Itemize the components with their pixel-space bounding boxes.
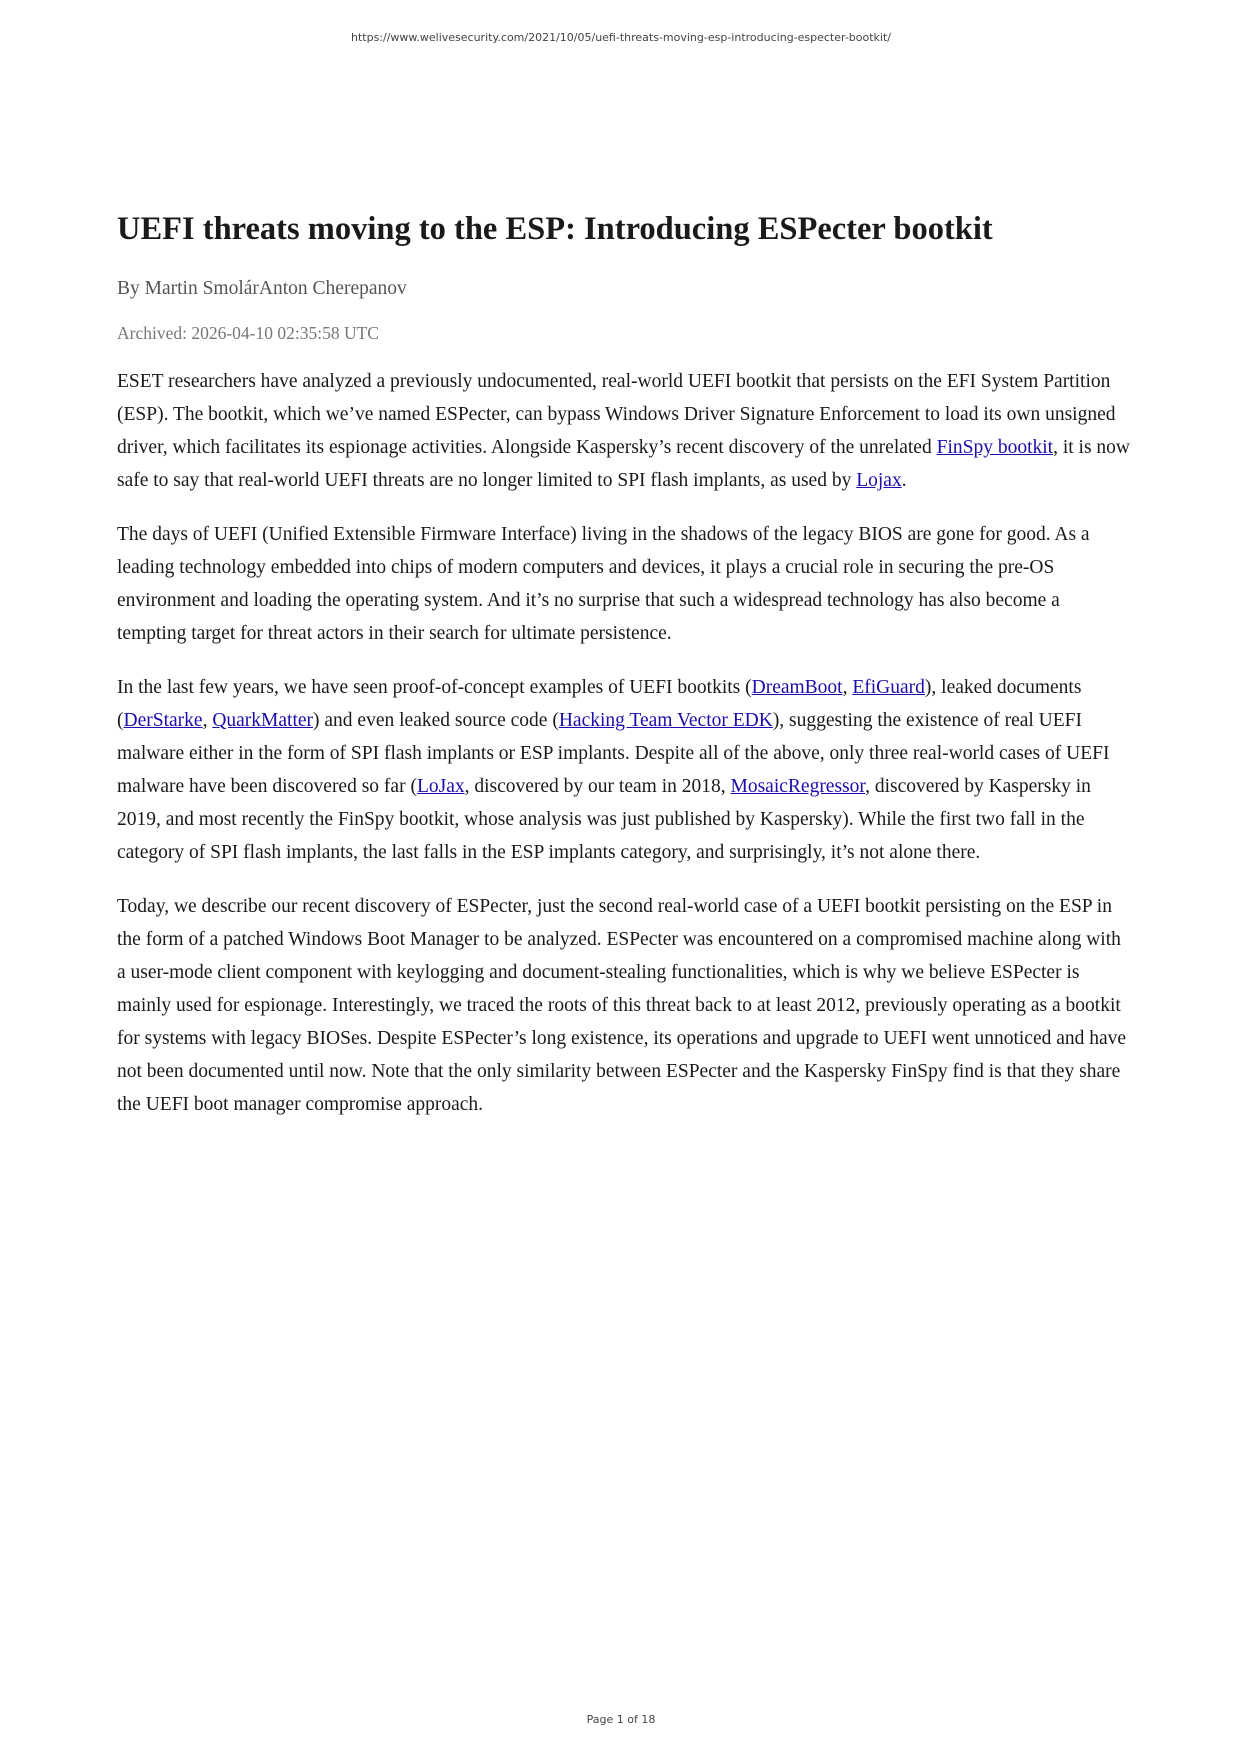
derstarke-link[interactable]: DerStarke xyxy=(123,710,203,731)
paragraph-3-text-1: In the last few years, we have seen proof-of-concept examples of UEFI bootkits ( xyxy=(117,677,752,698)
lojax-link-2[interactable]: LoJax xyxy=(416,776,465,797)
paragraph-3-text-4: , xyxy=(202,710,213,731)
mosaicregressor-link[interactable]: MosaicRegressor xyxy=(730,776,866,797)
paragraph-3-text-3: ), leaked documents ( xyxy=(117,677,1082,731)
archived-timestamp: Archived: 2026-04-10 02:35:58 UTC xyxy=(117,323,379,343)
article-title: UEFI threats moving to the ESP: Introducing ESPecter bootkit xyxy=(117,211,993,247)
page-url-header: https://www.welivesecurity.com/2021/10/05/uefi-threats-moving-esp-introducing-especter-bootkit/ xyxy=(350,31,892,44)
lojax-link[interactable]: Lojax xyxy=(856,470,902,491)
paragraph-1 xyxy=(117,365,1132,497)
paragraph-3-text-5: ) and even leaked source code ( xyxy=(313,710,559,731)
paragraph-1-text-2: , it is now safe to say that real-world UEFI threats are no longer limited to SPI flash implants, as used by xyxy=(117,437,1131,491)
quarkmatter-link[interactable]: QuarkMatter xyxy=(212,710,314,731)
page-number: Page 1 of 18 xyxy=(586,1713,656,1726)
paragraph-3-text-2: , xyxy=(842,677,853,698)
paragraph-1-text-3: . xyxy=(901,470,907,491)
finspy-bootkit-link[interactable]: FinSpy bootkit xyxy=(936,437,1054,458)
paragraph-2: The days of UEFI (Unified Extensible Firmware Interface) living in the shadows of the legacy BIOS are gone for good. As a leading technology embedded into chips of modern computers and devices, it plays a crucial role in securing the pre-OS environment and loading the operating system. And it’s no surprise that such a widespread technology has also become a tempting target for threat actors in their search for ultimate persistence. xyxy=(117,524,1090,644)
paragraph-1-text-1: ESET researchers have analyzed a previously undocumented, real-world UEFI bootkit that persists on the EFI System Partition (ESP). The bootkit, which we’ve named ESPecter, can bypass Windows Driver Signature Enforcement to load its own unsigned driver, which facilitates its espionage activities. Alongside Kaspersky’s recent discovery of the unrelated xyxy=(117,371,1116,458)
hacking-team-vector-edk-link[interactable]: Hacking Team Vector EDK xyxy=(558,710,773,731)
paragraph-3-text-6: ), suggesting the existence of real UEFI malware either in the form of SPI flash implants or ESP implants. Despite all of the above, only three real-world cases of UEFI malware have been discovered so far ( xyxy=(117,710,1110,797)
dreamboot-link[interactable]: DreamBoot xyxy=(751,677,843,698)
efiguard-link[interactable]: EfiGuard xyxy=(852,677,925,698)
paragraph-3-text-7: , discovered by our team in 2018, xyxy=(464,776,731,797)
paragraph-4: Today, we describe our recent discovery of ESPecter, just the second real-world case of a UEFI bootkit persisting on the ESP in the form of a patched Windows Boot Manager to be analyzed. ESPecter was encountered on a compromised machine along with a user-mode client component with keylogging and document-stealing functionalities, which is why we believe ESPecter is mainly used for espionage. Interestingly, we traced the roots of this threat back to at least 2012, previously operating as a bootkit for systems with legacy BIOSes. Despite ESPecter’s long existence, its operations and upgrade to UEFI went unnoticed and have not been documented until now. Note that the only similarity between ESPecter and the Kaspersky FinSpy find is that they share the UEFI boot manager compromise approach. xyxy=(117,896,1127,1115)
paragraph-3 xyxy=(117,671,1132,869)
article-byline: By Martin SmolárAnton Cherepanov xyxy=(117,278,407,299)
article xyxy=(117,206,1132,1121)
paragraph-3-text-8: , discovered by Kaspersky in 2019, and most recently the FinSpy bootkit, whose analysis was just published by Kaspersky). While the first two fall in the category of SPI flash implants, the last falls in the ESP implants category, and surprisingly, it’s not alone there. xyxy=(117,776,1091,863)
